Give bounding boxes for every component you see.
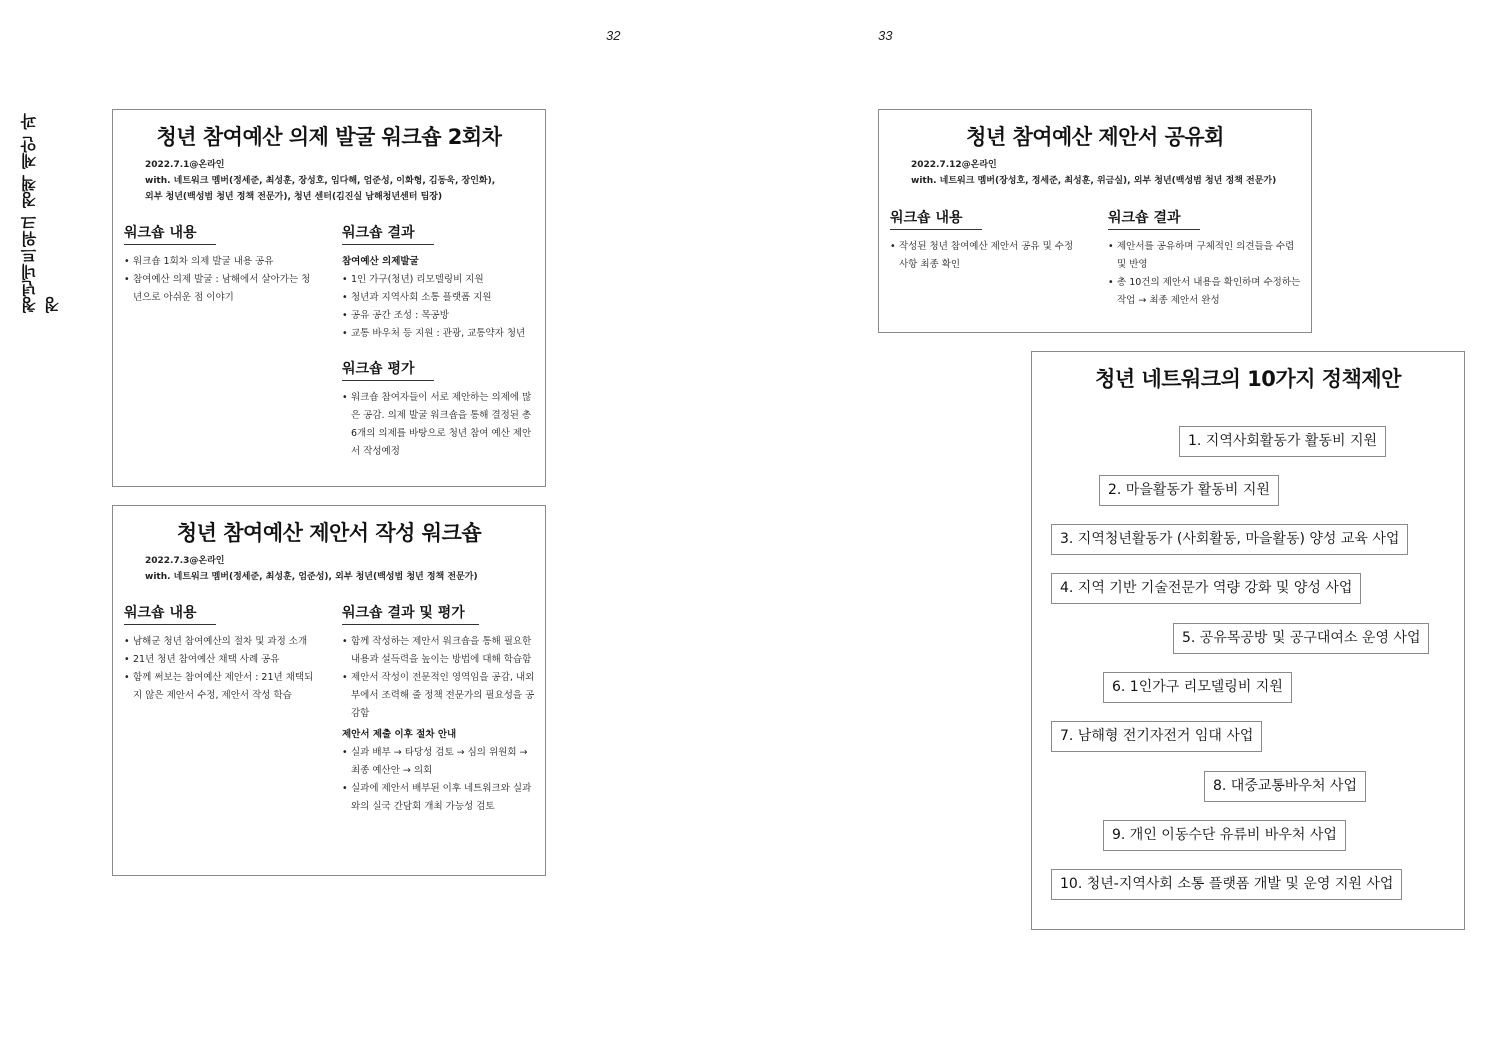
workshop-2-date: 2022.7.1@온라인 <box>145 160 225 170</box>
proposal-sharing-date: 2022.7.12@온라인 <box>911 160 997 170</box>
list-item: • 작성된 청년 참여예산 제안서 공유 및 수정사항 최종 확인 <box>890 238 1080 274</box>
ten-policies-box <box>1031 351 1465 930</box>
workshop-2-eval-column <box>342 358 536 461</box>
list-item: • 청년과 지역사회 소통 플랫폼 지원 <box>342 289 536 307</box>
workshop-2-result-column <box>342 222 536 343</box>
proposal-writing-title: 청년 참여예산 제안서 작성 워크숍 <box>176 521 482 545</box>
policy-item-9: 9. 개인 이동수단 유류비 바우처 사업 <box>1103 820 1346 851</box>
policy-item-2: 2. 마을활동가 활동비 지원 <box>1099 475 1279 506</box>
list-item: • 워크숍 1회차 의제 발굴 내용 공유 <box>124 253 314 271</box>
policy-item-10: 10. 청년-지역사회 소통 플랫폼 개발 및 운영 지원 사업 <box>1051 869 1402 900</box>
list-item: • 워크숍 참여자들이 서로 제안하는 의제에 많은 공감. 의제 발굴 워크숍을 통해 결정된 총 6개의 의제를 바탕으로 청년 참여 예산 제안서 작성예정 <box>342 389 536 461</box>
list-item: • 함께 작성하는 제안서 워크숍을 통해 필요한 내용과 설득력을 높이는 방법에 대해 학습함 <box>342 633 536 669</box>
proposal-sharing-content-heading: 워크숍 내용 <box>890 207 982 230</box>
workshop-2-participants: with. 네트워크 멤버(정세준, 최성훈, 장성호, 임다해, 엄준성, 이화형, 김동욱, 장인화), <box>145 176 496 186</box>
list-item: • 참여예산 의제 발굴 : 남해에서 살아가는 청년으로 아쉬운 점 이야기 <box>124 271 314 307</box>
proposal-writing-result-heading: 워크숍 결과 및 평가 <box>342 602 479 625</box>
policy-item-4: 4. 지역 기반 기술전문가 역량 강화 및 양성 사업 <box>1051 573 1361 604</box>
side-title: 청년네트워크 정책 제안 과정 <box>20 113 62 313</box>
workshop-2-content-heading: 워크숍 내용 <box>124 222 216 245</box>
proposal-sharing-result-heading: 워크숍 결과 <box>1108 207 1200 230</box>
list-item: • 교통 바우처 등 지원 : 관광, 교통약자 청년 <box>342 325 536 343</box>
list-item: • 함께 써보는 참여예산 제안서 : 21년 채택되지 않은 제안서 수정, 제안서 작성 학습 <box>124 669 320 705</box>
list-item: • 남해군 청년 참여예산의 절차 및 과정 소개 <box>124 633 320 651</box>
workshop-2-eval-heading: 워크숍 평가 <box>342 358 434 381</box>
proposal-writing-participants: with. 네트워크 멤버(정세준, 최성훈, 엄준성), 외부 청년(백성범 청년 정책 전문가) <box>145 572 478 582</box>
policy-item-7: 7. 남해형 전기자전거 임대 사업 <box>1051 721 1262 752</box>
list-item: • 총 10건의 제안서 내용을 확인하며 수정하는 작업 → 최종 제안서 완성 <box>1108 274 1302 310</box>
list-item: • 제안서를 공유하며 구체적인 의견들을 수렴 및 반영 <box>1108 238 1302 274</box>
workshop-2-result-subheading: 참여예산 의제발굴 <box>342 256 419 267</box>
proposal-sharing-result-column <box>1108 207 1302 310</box>
proposal-writing-content-column <box>124 602 320 705</box>
proposal-sharing-title: 청년 참여예산 제안서 공유회 <box>966 125 1224 149</box>
proposal-writing-after-heading: 제안서 제출 이후 절차 안내 <box>342 729 457 740</box>
proposal-sharing-participants: with. 네트워크 멤버(장성호, 정세준, 최성훈, 위금실), 외부 청년(백성범 청년 정책 전문가) <box>911 176 1277 186</box>
list-item: • 제안서 작성이 전문적인 영역임을 공감, 내외부에서 조력해 줄 정책 전문가의 필요성을 공감함 <box>342 669 536 723</box>
proposal-writing-content-heading: 워크숍 내용 <box>124 602 216 625</box>
workshop-2-result-heading: 워크숍 결과 <box>342 222 434 245</box>
page-number-left: 32 <box>606 28 621 43</box>
proposal-sharing-content-column <box>890 207 1080 274</box>
workshop-2-title: 청년 참여예산 의제 발굴 워크숍 2회차 <box>156 125 502 149</box>
workshop-2-participants-extra: 외부 청년(백성범 청년 정책 전문가), 청년 센터(김진실 남해청년센터 팀장) <box>145 192 443 202</box>
ten-policies-title: 청년 네트워크의 10가지 정책제안 <box>1095 367 1401 391</box>
list-item: • 공유 공간 조성 : 목공방 <box>342 307 536 325</box>
policy-item-6: 6. 1인가구 리모델링비 지원 <box>1103 672 1292 703</box>
proposal-writing-result-column <box>342 602 536 816</box>
workshop-2-box <box>112 109 546 487</box>
policy-item-1: 1. 지역사회활동가 활동비 지원 <box>1179 426 1386 457</box>
page-number-right: 33 <box>878 28 893 43</box>
list-item: • 실과 배부 → 타당성 검토 → 심의 위원회 → 최종 예산안 → 의회 <box>342 744 536 780</box>
list-item: • 1인 가구(청년) 리모델링비 지원 <box>342 271 536 289</box>
policy-item-8: 8. 대중교통바우처 사업 <box>1204 771 1366 802</box>
policy-item-3: 3. 지역청년활동가 (사회활동, 마을활동) 양성 교육 사업 <box>1051 524 1408 555</box>
list-item: • 실과에 제안서 배부된 이후 네트워크와 실과와의 실국 간담회 개최 가능성 검토 <box>342 780 536 816</box>
proposal-writing-box <box>112 505 546 876</box>
proposal-sharing-box <box>878 109 1312 333</box>
policy-item-5: 5. 공유목공방 및 공구대여소 운영 사업 <box>1173 623 1429 654</box>
list-item: • 21년 청년 참여예산 채택 사례 공유 <box>124 651 320 669</box>
workshop-2-content-column <box>124 222 314 307</box>
proposal-writing-date: 2022.7.3@온라인 <box>145 556 225 566</box>
